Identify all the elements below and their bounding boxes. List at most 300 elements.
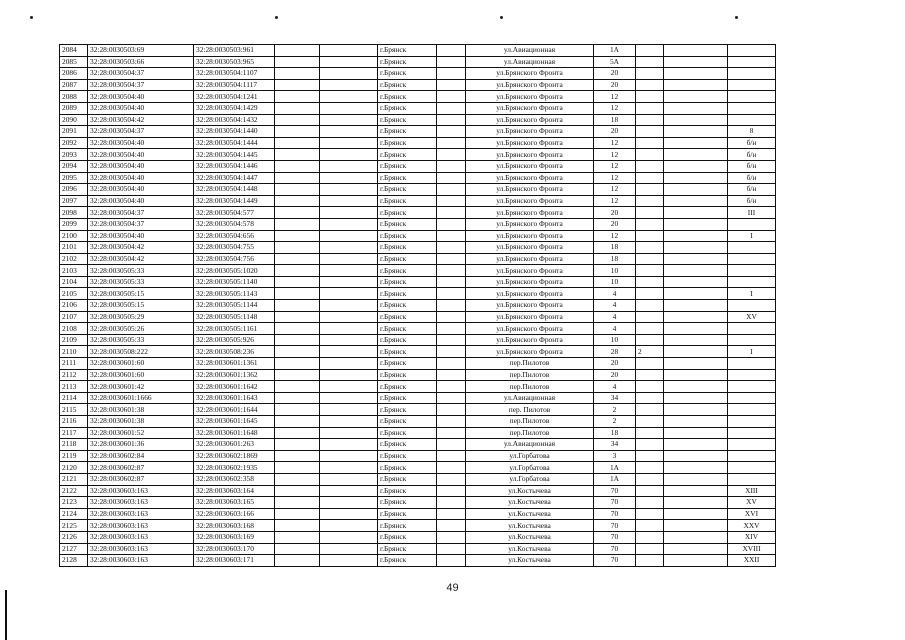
room-cell: 8 bbox=[728, 126, 776, 138]
city-cell: г.Брянск bbox=[378, 102, 437, 114]
object-cadastral-number-cell: 32:28:0030603:169 bbox=[194, 531, 275, 543]
house-cell: 10 bbox=[594, 265, 636, 277]
empty-cell bbox=[320, 450, 378, 462]
empty-cell bbox=[437, 160, 466, 172]
table-row bbox=[60, 497, 776, 509]
house-cell: 1А bbox=[594, 473, 636, 485]
empty-cell bbox=[275, 439, 320, 451]
table-row bbox=[60, 555, 776, 567]
row-number-cell: 2106 bbox=[60, 300, 88, 312]
empty-cell bbox=[664, 195, 728, 207]
house-cell: 12 bbox=[594, 160, 636, 172]
empty-cell bbox=[320, 242, 378, 254]
empty-cell bbox=[664, 416, 728, 428]
street-cell: ул.Брянского Фронта bbox=[466, 346, 594, 358]
street-cell: ул.Брянского Фронта bbox=[466, 207, 594, 219]
table-row bbox=[60, 91, 776, 103]
object-cadastral-number-cell: 32:28:0030603:171 bbox=[194, 555, 275, 567]
table-body bbox=[60, 45, 776, 567]
city-cell: г.Брянск bbox=[378, 531, 437, 543]
row-number-cell: 2103 bbox=[60, 265, 88, 277]
empty-cell bbox=[275, 149, 320, 161]
house-cell: 2 bbox=[594, 404, 636, 416]
land-cadastral-number-cell: 32:28:0030601:38 bbox=[88, 416, 194, 428]
empty-cell bbox=[275, 531, 320, 543]
table-row bbox=[60, 334, 776, 346]
building-cell bbox=[636, 149, 664, 161]
empty-cell bbox=[664, 392, 728, 404]
city-cell: г.Брянск bbox=[378, 45, 437, 57]
table-row bbox=[60, 242, 776, 254]
street-cell: ул.Авиационная bbox=[466, 56, 594, 68]
empty-cell bbox=[320, 207, 378, 219]
house-cell: 12 bbox=[594, 230, 636, 242]
empty-cell bbox=[320, 68, 378, 80]
house-cell: 4 bbox=[594, 300, 636, 312]
room-cell bbox=[728, 334, 776, 346]
street-cell: ул.Костычева bbox=[466, 531, 594, 543]
city-cell: г.Брянск bbox=[378, 184, 437, 196]
street-cell: ул.Костычева bbox=[466, 497, 594, 509]
house-cell: 4 bbox=[594, 323, 636, 335]
empty-cell bbox=[437, 531, 466, 543]
street-cell: ул.Брянского Фронта bbox=[466, 288, 594, 300]
land-cadastral-number-cell: 32:28:0030503:69 bbox=[88, 45, 194, 57]
land-cadastral-number-cell: 32:28:0030504:42 bbox=[88, 242, 194, 254]
empty-cell bbox=[275, 56, 320, 68]
empty-cell bbox=[437, 497, 466, 509]
row-number-cell: 2123 bbox=[60, 497, 88, 509]
object-cadastral-number-cell: 32:28:0030508:236 bbox=[194, 346, 275, 358]
street-cell: ул.Брянского Фронта bbox=[466, 172, 594, 184]
empty-cell bbox=[275, 265, 320, 277]
object-cadastral-number-cell: 32:28:0030601:263 bbox=[194, 439, 275, 451]
room-cell bbox=[728, 56, 776, 68]
object-cadastral-number-cell: 32:28:0030601:1645 bbox=[194, 416, 275, 428]
object-cadastral-number-cell: 32:28:0030505:1020 bbox=[194, 265, 275, 277]
page-number: 49 bbox=[446, 582, 459, 594]
table-row bbox=[60, 253, 776, 265]
empty-cell bbox=[664, 381, 728, 393]
empty-cell bbox=[437, 520, 466, 532]
city-cell: г.Брянск bbox=[378, 242, 437, 254]
empty-cell bbox=[437, 311, 466, 323]
city-cell: г.Брянск bbox=[378, 218, 437, 230]
building-cell bbox=[636, 184, 664, 196]
empty-cell bbox=[437, 346, 466, 358]
row-number-cell: 2118 bbox=[60, 439, 88, 451]
city-cell: г.Брянск bbox=[378, 276, 437, 288]
land-cadastral-number-cell: 32:28:0030601:36 bbox=[88, 439, 194, 451]
house-cell: 20 bbox=[594, 369, 636, 381]
empty-cell bbox=[664, 508, 728, 520]
city-cell: г.Брянск bbox=[378, 91, 437, 103]
empty-cell bbox=[664, 300, 728, 312]
street-cell: ул.Брянского Фронта bbox=[466, 195, 594, 207]
row-number-cell: 2121 bbox=[60, 473, 88, 485]
street-cell: ул.Костычева bbox=[466, 543, 594, 555]
room-cell: б/н bbox=[728, 172, 776, 184]
empty-cell bbox=[664, 265, 728, 277]
table-row bbox=[60, 160, 776, 172]
street-cell: пер.Пилотов bbox=[466, 381, 594, 393]
table-row bbox=[60, 450, 776, 462]
land-cadastral-number-cell: 32:28:0030503:66 bbox=[88, 56, 194, 68]
empty-cell bbox=[664, 114, 728, 126]
street-cell: ул.Брянского Фронта bbox=[466, 265, 594, 277]
empty-cell bbox=[437, 68, 466, 80]
building-cell bbox=[636, 68, 664, 80]
empty-cell bbox=[320, 520, 378, 532]
scan-dot bbox=[30, 16, 33, 19]
room-cell: XV bbox=[728, 497, 776, 509]
object-cadastral-number-cell: 32:28:0030602:1935 bbox=[194, 462, 275, 474]
empty-cell bbox=[275, 172, 320, 184]
street-cell: ул.Брянского Фронта bbox=[466, 91, 594, 103]
building-cell bbox=[636, 392, 664, 404]
room-cell: XXII bbox=[728, 555, 776, 567]
land-cadastral-number-cell: 32:28:0030603:163 bbox=[88, 485, 194, 497]
room-cell: I bbox=[728, 288, 776, 300]
street-cell: ул.Костычева bbox=[466, 555, 594, 567]
city-cell: г.Брянск bbox=[378, 195, 437, 207]
building-cell bbox=[636, 497, 664, 509]
empty-cell bbox=[320, 311, 378, 323]
land-cadastral-number-cell: 32:28:0030603:163 bbox=[88, 531, 194, 543]
room-cell: I bbox=[728, 230, 776, 242]
empty-cell bbox=[320, 102, 378, 114]
street-cell: ул.Брянского Фронта bbox=[466, 334, 594, 346]
empty-cell bbox=[275, 137, 320, 149]
building-cell: 2 bbox=[636, 346, 664, 358]
land-cadastral-number-cell: 32:28:0030601:1666 bbox=[88, 392, 194, 404]
empty-cell bbox=[320, 334, 378, 346]
empty-cell bbox=[664, 555, 728, 567]
room-cell: б/н bbox=[728, 160, 776, 172]
house-cell: 18 bbox=[594, 114, 636, 126]
street-cell: ул.Брянского Фронта bbox=[466, 137, 594, 149]
empty-cell bbox=[437, 404, 466, 416]
land-cadastral-number-cell: 32:28:0030504:40 bbox=[88, 160, 194, 172]
table-row bbox=[60, 427, 776, 439]
street-cell: ул.Брянского Фронта bbox=[466, 114, 594, 126]
room-cell: XIII bbox=[728, 485, 776, 497]
table-row bbox=[60, 531, 776, 543]
land-cadastral-number-cell: 32:28:0030603:163 bbox=[88, 555, 194, 567]
table-row bbox=[60, 56, 776, 68]
object-cadastral-number-cell: 32:28:0030505:1140 bbox=[194, 276, 275, 288]
empty-cell bbox=[437, 265, 466, 277]
empty-cell bbox=[437, 184, 466, 196]
street-cell: ул.Брянского Фронта bbox=[466, 323, 594, 335]
table-row bbox=[60, 218, 776, 230]
house-cell: 4 bbox=[594, 381, 636, 393]
city-cell: г.Брянск bbox=[378, 450, 437, 462]
building-cell bbox=[636, 242, 664, 254]
empty-cell bbox=[437, 230, 466, 242]
city-cell: г.Брянск bbox=[378, 485, 437, 497]
empty-cell bbox=[320, 485, 378, 497]
empty-cell bbox=[437, 242, 466, 254]
room-cell bbox=[728, 114, 776, 126]
city-cell: г.Брянск bbox=[378, 555, 437, 567]
house-cell: 70 bbox=[594, 555, 636, 567]
row-number-cell: 2090 bbox=[60, 114, 88, 126]
empty-cell bbox=[320, 497, 378, 509]
land-cadastral-number-cell: 32:28:0030602:87 bbox=[88, 473, 194, 485]
building-cell bbox=[636, 300, 664, 312]
row-number-cell: 2127 bbox=[60, 543, 88, 555]
empty-cell bbox=[664, 323, 728, 335]
land-cadastral-number-cell: 32:28:0030505:33 bbox=[88, 265, 194, 277]
object-cadastral-number-cell: 32:28:0030603:165 bbox=[194, 497, 275, 509]
room-cell bbox=[728, 404, 776, 416]
table-row bbox=[60, 102, 776, 114]
object-cadastral-number-cell: 32:28:0030503:961 bbox=[194, 45, 275, 57]
room-cell bbox=[728, 462, 776, 474]
empty-cell bbox=[275, 195, 320, 207]
land-cadastral-number-cell: 32:28:0030505:33 bbox=[88, 334, 194, 346]
row-number-cell: 2105 bbox=[60, 288, 88, 300]
building-cell bbox=[636, 473, 664, 485]
object-cadastral-number-cell: 32:28:0030603:166 bbox=[194, 508, 275, 520]
margin-line bbox=[5, 590, 7, 640]
empty-cell bbox=[320, 288, 378, 300]
house-cell: 2 bbox=[594, 416, 636, 428]
empty-cell bbox=[275, 253, 320, 265]
house-cell: 12 bbox=[594, 91, 636, 103]
table-row bbox=[60, 207, 776, 219]
row-number-cell: 2126 bbox=[60, 531, 88, 543]
house-cell: 70 bbox=[594, 485, 636, 497]
empty-cell bbox=[664, 172, 728, 184]
city-cell: г.Брянск bbox=[378, 346, 437, 358]
row-number-cell: 2089 bbox=[60, 102, 88, 114]
building-cell bbox=[636, 427, 664, 439]
object-cadastral-number-cell: 32:28:0030504:1440 bbox=[194, 126, 275, 138]
row-number-cell: 2119 bbox=[60, 450, 88, 462]
object-cadastral-number-cell: 32:28:0030601:1642 bbox=[194, 381, 275, 393]
object-cadastral-number-cell: 32:28:0030601:1644 bbox=[194, 404, 275, 416]
city-cell: г.Брянск bbox=[378, 404, 437, 416]
empty-cell bbox=[320, 172, 378, 184]
empty-cell bbox=[664, 184, 728, 196]
empty-cell bbox=[275, 427, 320, 439]
land-cadastral-number-cell: 32:28:0030504:42 bbox=[88, 114, 194, 126]
empty-cell bbox=[664, 311, 728, 323]
street-cell: ул.Авиационная bbox=[466, 439, 594, 451]
house-cell: 18 bbox=[594, 242, 636, 254]
object-cadastral-number-cell: 32:28:0030504:756 bbox=[194, 253, 275, 265]
building-cell bbox=[636, 508, 664, 520]
row-number-cell: 2122 bbox=[60, 485, 88, 497]
scan-dot bbox=[735, 16, 738, 19]
empty-cell bbox=[275, 276, 320, 288]
row-number-cell: 2114 bbox=[60, 392, 88, 404]
empty-cell bbox=[437, 381, 466, 393]
building-cell bbox=[636, 126, 664, 138]
empty-cell bbox=[664, 450, 728, 462]
table-row bbox=[60, 473, 776, 485]
row-number-cell: 2112 bbox=[60, 369, 88, 381]
empty-cell bbox=[664, 485, 728, 497]
empty-cell bbox=[320, 79, 378, 91]
land-cadastral-number-cell: 32:28:0030504:37 bbox=[88, 79, 194, 91]
building-cell bbox=[636, 91, 664, 103]
empty-cell bbox=[437, 218, 466, 230]
empty-cell bbox=[275, 381, 320, 393]
object-cadastral-number-cell: 32:28:0030504:1447 bbox=[194, 172, 275, 184]
empty-cell bbox=[664, 230, 728, 242]
empty-cell bbox=[275, 311, 320, 323]
table-row bbox=[60, 276, 776, 288]
empty-cell bbox=[664, 334, 728, 346]
street-cell: ул.Брянского Фронта bbox=[466, 68, 594, 80]
house-cell: 70 bbox=[594, 508, 636, 520]
building-cell bbox=[636, 381, 664, 393]
city-cell: г.Брянск bbox=[378, 334, 437, 346]
room-cell bbox=[728, 218, 776, 230]
empty-cell bbox=[437, 300, 466, 312]
land-cadastral-number-cell: 32:28:0030602:84 bbox=[88, 450, 194, 462]
cadastral-register-table bbox=[59, 44, 776, 567]
row-number-cell: 2111 bbox=[60, 358, 88, 370]
empty-cell bbox=[437, 323, 466, 335]
empty-cell bbox=[664, 427, 728, 439]
land-cadastral-number-cell: 32:28:0030505:29 bbox=[88, 311, 194, 323]
empty-cell bbox=[437, 253, 466, 265]
empty-cell bbox=[664, 242, 728, 254]
building-cell bbox=[636, 462, 664, 474]
street-cell: ул.Горбатова bbox=[466, 462, 594, 474]
room-cell bbox=[728, 79, 776, 91]
house-cell: 10 bbox=[594, 276, 636, 288]
house-cell: 34 bbox=[594, 439, 636, 451]
land-cadastral-number-cell: 32:28:0030603:163 bbox=[88, 508, 194, 520]
empty-cell bbox=[437, 91, 466, 103]
building-cell bbox=[636, 439, 664, 451]
city-cell: г.Брянск bbox=[378, 114, 437, 126]
city-cell: г.Брянск bbox=[378, 381, 437, 393]
table-row bbox=[60, 45, 776, 57]
house-cell: 34 bbox=[594, 392, 636, 404]
empty-cell bbox=[275, 288, 320, 300]
table-row bbox=[60, 508, 776, 520]
land-cadastral-number-cell: 32:28:0030603:163 bbox=[88, 497, 194, 509]
city-cell: г.Брянск bbox=[378, 369, 437, 381]
empty-cell bbox=[275, 184, 320, 196]
object-cadastral-number-cell: 32:28:0030504:1432 bbox=[194, 114, 275, 126]
empty-cell bbox=[437, 508, 466, 520]
object-cadastral-number-cell: 32:28:0030603:164 bbox=[194, 485, 275, 497]
room-cell: XIV bbox=[728, 531, 776, 543]
empty-cell bbox=[320, 45, 378, 57]
empty-cell bbox=[320, 346, 378, 358]
row-number-cell: 2109 bbox=[60, 334, 88, 346]
street-cell: пер.Пилотов bbox=[466, 427, 594, 439]
table-row bbox=[60, 79, 776, 91]
room-cell bbox=[728, 392, 776, 404]
empty-cell bbox=[275, 91, 320, 103]
house-cell: 20 bbox=[594, 68, 636, 80]
city-cell: г.Брянск bbox=[378, 543, 437, 555]
land-cadastral-number-cell: 32:28:0030504:40 bbox=[88, 137, 194, 149]
empty-cell bbox=[275, 114, 320, 126]
empty-cell bbox=[275, 485, 320, 497]
empty-cell bbox=[320, 381, 378, 393]
empty-cell bbox=[275, 520, 320, 532]
empty-cell bbox=[664, 358, 728, 370]
land-cadastral-number-cell: 32:28:0030504:40 bbox=[88, 91, 194, 103]
row-number-cell: 2113 bbox=[60, 381, 88, 393]
table-row bbox=[60, 300, 776, 312]
empty-cell bbox=[320, 416, 378, 428]
building-cell bbox=[636, 416, 664, 428]
object-cadastral-number-cell: 32:28:0030601:1361 bbox=[194, 358, 275, 370]
empty-cell bbox=[275, 497, 320, 509]
city-cell: г.Брянск bbox=[378, 497, 437, 509]
row-number-cell: 2101 bbox=[60, 242, 88, 254]
building-cell bbox=[636, 172, 664, 184]
house-cell: 20 bbox=[594, 79, 636, 91]
building-cell bbox=[636, 288, 664, 300]
land-cadastral-number-cell: 32:28:0030601:60 bbox=[88, 369, 194, 381]
row-number-cell: 2117 bbox=[60, 427, 88, 439]
room-cell: б/н bbox=[728, 137, 776, 149]
table-row bbox=[60, 358, 776, 370]
street-cell: ул.Брянского Фронта bbox=[466, 79, 594, 91]
object-cadastral-number-cell: 32:28:0030504:1444 bbox=[194, 137, 275, 149]
empty-cell bbox=[664, 369, 728, 381]
house-cell: 28 bbox=[594, 346, 636, 358]
object-cadastral-number-cell: 32:28:0030601:1643 bbox=[194, 392, 275, 404]
object-cadastral-number-cell: 32:28:0030603:168 bbox=[194, 520, 275, 532]
street-cell: ул.Брянского Фронта bbox=[466, 311, 594, 323]
empty-cell bbox=[437, 358, 466, 370]
row-number-cell: 2087 bbox=[60, 79, 88, 91]
table-row bbox=[60, 265, 776, 277]
street-cell: ул.Костычева bbox=[466, 485, 594, 497]
land-cadastral-number-cell: 32:28:0030504:42 bbox=[88, 253, 194, 265]
house-cell: 3 bbox=[594, 450, 636, 462]
object-cadastral-number-cell: 32:28:0030504:1241 bbox=[194, 91, 275, 103]
house-cell: 12 bbox=[594, 137, 636, 149]
row-number-cell: 2094 bbox=[60, 160, 88, 172]
city-cell: г.Брянск bbox=[378, 172, 437, 184]
object-cadastral-number-cell: 32:28:0030504:577 bbox=[194, 207, 275, 219]
house-cell: 18 bbox=[594, 253, 636, 265]
row-number-cell: 2120 bbox=[60, 462, 88, 474]
street-cell: ул.Авиационная bbox=[466, 45, 594, 57]
empty-cell bbox=[320, 531, 378, 543]
table-row bbox=[60, 543, 776, 555]
empty-cell bbox=[664, 207, 728, 219]
city-cell: г.Брянск bbox=[378, 323, 437, 335]
house-cell: 12 bbox=[594, 195, 636, 207]
object-cadastral-number-cell: 32:28:0030601:1362 bbox=[194, 369, 275, 381]
object-cadastral-number-cell: 32:28:0030504:1117 bbox=[194, 79, 275, 91]
table-row bbox=[60, 195, 776, 207]
empty-cell bbox=[664, 462, 728, 474]
object-cadastral-number-cell: 32:28:0030505:926 bbox=[194, 334, 275, 346]
object-cadastral-number-cell: 32:28:0030505:1143 bbox=[194, 288, 275, 300]
street-cell: ул.Горбатова bbox=[466, 450, 594, 462]
empty-cell bbox=[664, 439, 728, 451]
city-cell: г.Брянск bbox=[378, 68, 437, 80]
row-number-cell: 2108 bbox=[60, 323, 88, 335]
empty-cell bbox=[275, 45, 320, 57]
land-cadastral-number-cell: 32:28:0030504:37 bbox=[88, 207, 194, 219]
